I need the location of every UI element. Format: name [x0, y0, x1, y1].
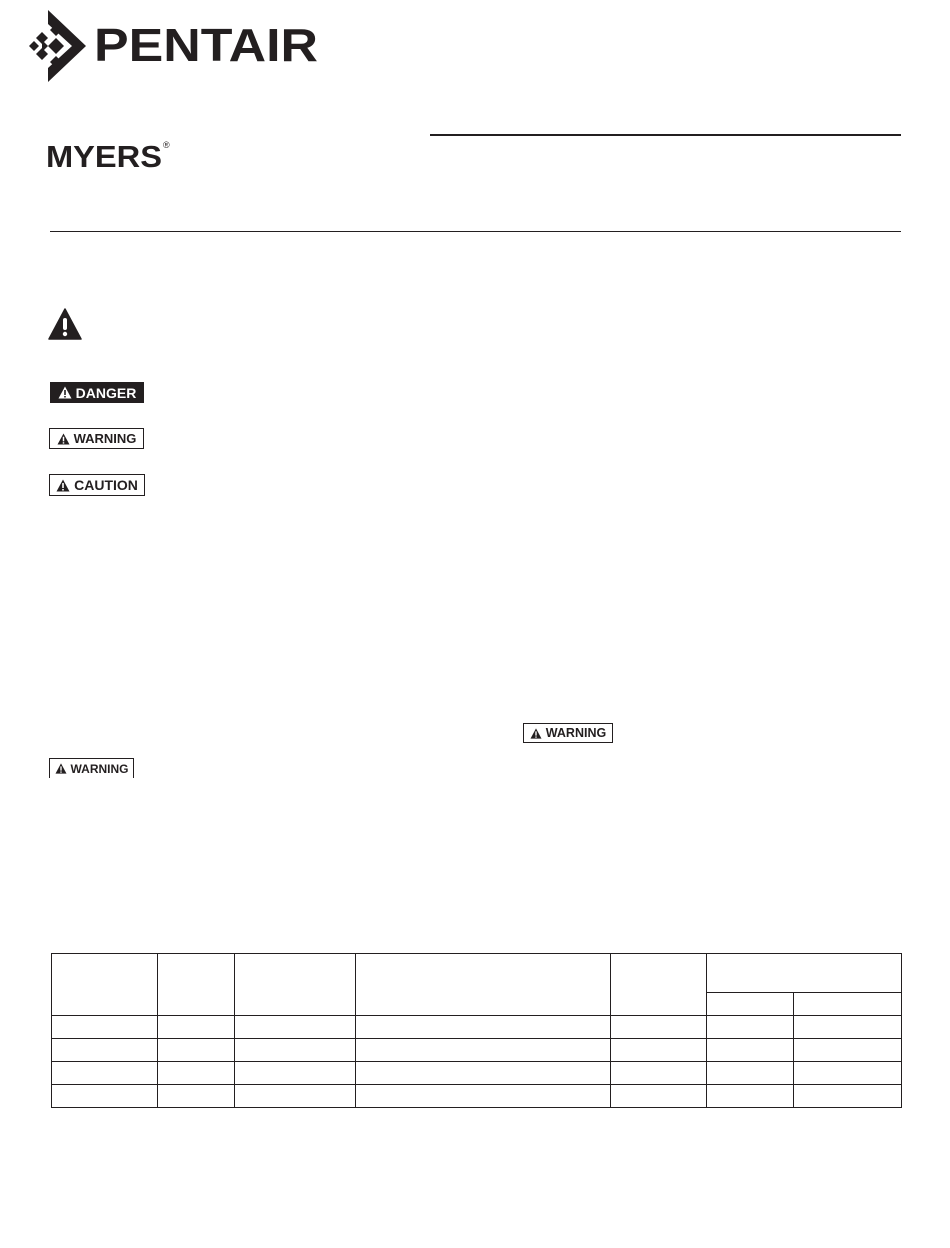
warning-text: WARNING [73, 431, 137, 446]
table-cell [235, 1039, 356, 1062]
myers-logo [46, 138, 176, 172]
danger-label [50, 382, 144, 403]
danger-text: DANGER [75, 384, 137, 401]
table-header-row [52, 954, 902, 993]
table-cell [356, 1085, 611, 1108]
table-cell [235, 1085, 356, 1108]
registered-mark: ® [163, 140, 170, 150]
table-cell [794, 1062, 902, 1085]
alert-triangle-icon [55, 763, 67, 774]
table-cell [52, 1085, 158, 1108]
table-cell [235, 1062, 356, 1085]
table-cell [707, 1016, 794, 1039]
table-cell [707, 1039, 794, 1062]
table-cell [356, 1062, 611, 1085]
table-cell [52, 1039, 158, 1062]
table-cell [158, 1016, 235, 1039]
table-header-cell [235, 954, 356, 1016]
alert-triangle-icon [56, 479, 70, 492]
table-cell [356, 1016, 611, 1039]
table-row [52, 1016, 902, 1039]
table-header-cell [356, 954, 611, 1016]
spec-table [51, 953, 902, 1108]
warning-text: WARNING [545, 726, 607, 740]
warning-label [49, 758, 134, 778]
table-cell [707, 1062, 794, 1085]
pentair-logo [28, 10, 318, 82]
pentair-wordmark [94, 21, 320, 67]
table-cell [794, 1016, 902, 1039]
alert-triangle-icon [58, 386, 72, 399]
caution-text: CAUTION [74, 477, 138, 493]
table-row [52, 1062, 902, 1085]
pentair-logo-mark-icon [28, 10, 90, 82]
table-cell [794, 1039, 902, 1062]
product-brand: MYERS [46, 139, 162, 172]
alert-triangle-icon [57, 433, 70, 445]
warning-text: WARNING [70, 761, 129, 776]
caution-label [49, 474, 145, 496]
table-cell [794, 1085, 902, 1108]
table-cell [158, 1039, 235, 1062]
table-header-cell [707, 993, 794, 1016]
table-cell [356, 1039, 611, 1062]
safety-alert-icon [48, 308, 82, 340]
table-cell [52, 1062, 158, 1085]
table-cell [52, 1016, 158, 1039]
table-header-cell [611, 954, 707, 1016]
table-header-cell [707, 954, 902, 993]
table-header-cell [52, 954, 158, 1016]
table-cell [611, 1085, 707, 1108]
table-cell [158, 1085, 235, 1108]
table-header-cell [158, 954, 235, 1016]
table-cell [158, 1062, 235, 1085]
section-divider [50, 231, 901, 232]
table-cell [707, 1085, 794, 1108]
table-cell [611, 1039, 707, 1062]
warning-label [49, 428, 144, 449]
alert-triangle-icon [530, 728, 542, 739]
header-rule [430, 134, 901, 136]
table-row [52, 1085, 902, 1108]
table-row [52, 1039, 902, 1062]
table-header-cell [794, 993, 902, 1016]
company-name: PENTAIR [94, 21, 318, 67]
warning-label [523, 723, 613, 743]
table-cell [611, 1016, 707, 1039]
table-cell [235, 1016, 356, 1039]
table-cell [611, 1062, 707, 1085]
